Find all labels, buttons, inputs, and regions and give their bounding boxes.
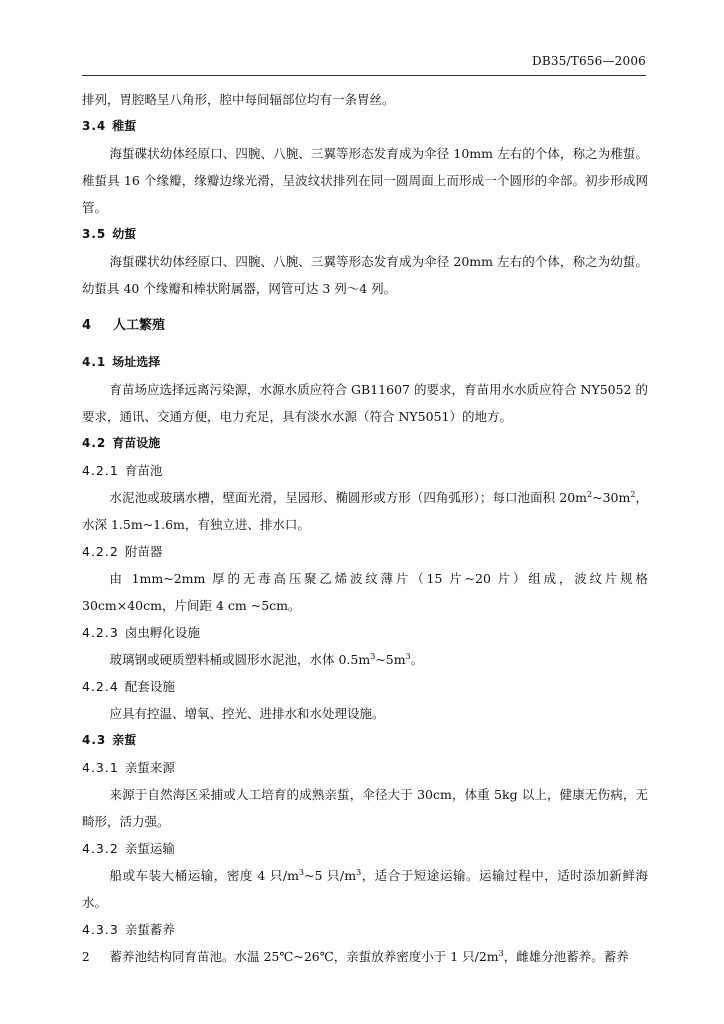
- heading-title: 稚蜇: [112, 119, 137, 133]
- heading-number: 3.4: [82, 119, 107, 133]
- heading-number: 4.2: [82, 436, 107, 450]
- paragraph: 水泥池或玻璃水槽，壁面光滑，呈园形、椭圆形或方形（四角弧形）；每口池面积 $20m^2\sim 30m^2$，水深 1.5m~1.6m，有独立进、排水口。: [82, 489, 648, 532]
- header-rule: [82, 75, 646, 76]
- heading-title: 幼蜇: [112, 227, 137, 241]
- heading-number: 3.5: [82, 227, 107, 241]
- subsection-heading: [82, 430, 648, 457]
- heading-number: 4.3.3: [82, 922, 119, 937]
- heading-title: 配套设施: [124, 679, 175, 694]
- paragraph: 育苗场应选择远离污染源，水源水质应符合 GB11607 的要求，育苗用水水质应符合 NY5052 的要求，通讯、交通方便，电力充足，具有淡水水源（符合 NY5051）的地方。: [82, 382, 648, 424]
- paragraph: 蓄养池结构同育苗池。水温 25℃~26℃，亲蜇放养密度小于 1 只$/2m^3$，雌雄分池蓄养。蓄养: [109, 948, 629, 964]
- paragraph: 海蜇碟状幼体经原口、四腕、八腕、三翼等形态发育成为伞径 20mm 左右的个体，称之为幼蜇。幼蜇具 40 个缘瓣和棒状附属器，网管可达 3 列～4 列。: [82, 254, 648, 296]
- subsection-heading: [82, 221, 648, 248]
- paragraph: 应具有控温、增氧、控光、进排水和水处理设施。: [109, 706, 385, 721]
- heading-title: 附苗器: [124, 544, 163, 559]
- heading-number: 4.2.3: [82, 625, 119, 640]
- heading-number: 4.2.4: [82, 679, 119, 694]
- heading-title: 卤虫孵化设施: [124, 625, 200, 640]
- document-id-header: DB35/T656—2006: [532, 54, 646, 68]
- paragraph: 来源于自然海区采捕或人工培育的成熟亲蜇，伞径大于 30cm，体重 5kg 以上，健康无伤病，无畸形，活力强。: [82, 787, 648, 829]
- paragraph: 玻璃钢或硬质塑料桶或圆形水泥池，水体 $0.5m^3\sim 5m^3$。: [109, 651, 424, 667]
- subsubsection-heading: [82, 916, 648, 943]
- subsubsection-heading: [82, 754, 648, 781]
- heading-title: 亲蜇来源: [124, 760, 175, 775]
- heading-number: 4.3.1: [82, 760, 119, 775]
- paragraph: 排列，胃腔略呈八角形，腔中每间辐部位均有一条胃丝。: [82, 92, 395, 107]
- document-body: [82, 86, 648, 970]
- heading-title: 人工繁殖: [113, 318, 166, 333]
- subsection-heading: [82, 113, 648, 140]
- subsection-heading: [82, 727, 648, 754]
- heading-number: 4.1: [82, 355, 107, 369]
- subsubsection-heading: [82, 457, 648, 484]
- page-number: 2: [82, 950, 90, 964]
- subsubsection-heading: [82, 835, 648, 862]
- heading-number: 4: [82, 318, 92, 333]
- heading-number: 4.2.2: [82, 544, 119, 559]
- paragraph: 由 1mm~2mm 厚的无毒高压聚乙烯波纹薄片（15 片~20 片）组成，波纹片规格 30cm×40cm，片间距 4 cm ~5cm。: [82, 571, 648, 613]
- subsubsection-heading: [82, 673, 648, 700]
- subsection-heading: [82, 349, 648, 376]
- heading-title: 亲蜇: [112, 733, 137, 747]
- heading-title: 育苗设施: [112, 436, 161, 450]
- paragraph: 海蜇碟状幼体经原口、四腕、八腕、三翼等形态发育成为伞径 10mm 左右的个体，称之为稚蜇。稚蜇具 16 个缘瓣，缘瓣边缘光滑，呈波纹状排列在同一圆周面上而形成一个圆形的伞部。初步形成网管。: [82, 146, 648, 215]
- subsubsection-heading: [82, 619, 648, 646]
- section-heading: [82, 312, 648, 339]
- heading-number: 4.2.1: [82, 463, 119, 478]
- heading-number: 4.3: [82, 733, 107, 747]
- heading-title: 亲蜇运输: [124, 841, 175, 856]
- heading-title: 场址选择: [112, 355, 161, 369]
- subsubsection-heading: [82, 538, 648, 565]
- heading-title: 育苗池: [124, 463, 163, 478]
- heading-title: 亲蜇蓄养: [124, 922, 175, 937]
- heading-number: 4.3.2: [82, 841, 119, 856]
- paragraph: 船或车装大桶运输，密度 4 只$/m^3\sim 5$ 只$/m^3$，适合于短途运输。运输过程中，适时添加新鲜海水。: [82, 867, 648, 910]
